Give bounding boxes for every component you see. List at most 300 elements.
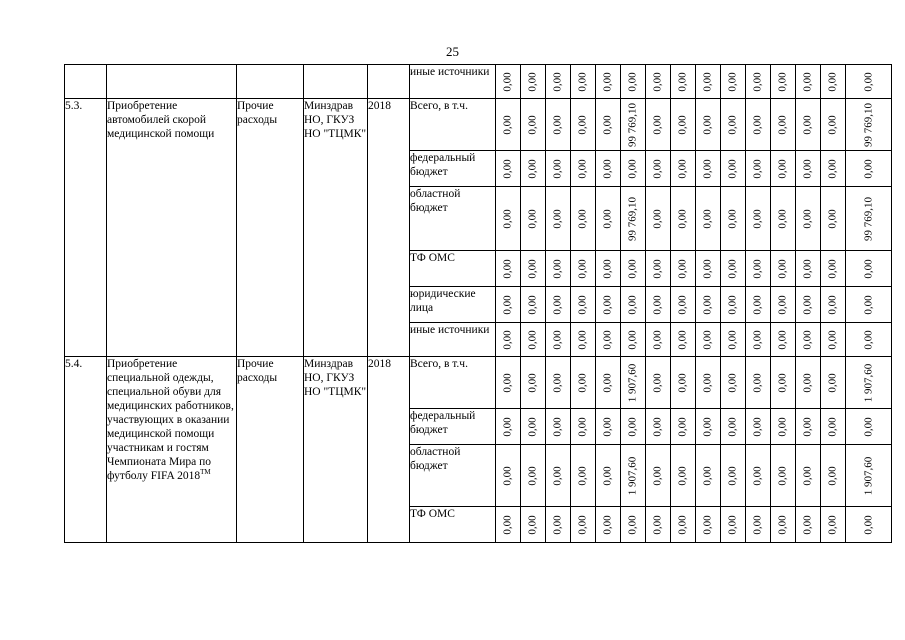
amount-value: 0,00 xyxy=(501,329,514,350)
value-cell xyxy=(596,507,621,543)
value-cell xyxy=(696,323,721,357)
amount-value: 0,00 xyxy=(826,208,839,229)
value-cell xyxy=(546,287,571,323)
amount-value: 0,00 xyxy=(626,258,639,279)
amount-value: 0,00 xyxy=(862,71,874,92)
amount-value: 0,00 xyxy=(776,514,789,535)
amount-value: 0,00 xyxy=(726,71,739,92)
total-value-cell xyxy=(846,357,892,409)
funding-source: иные источники xyxy=(410,323,496,357)
amount-value: 0,00 xyxy=(826,71,839,92)
amount-value: 0,00 xyxy=(576,372,589,393)
amount-value: 0,00 xyxy=(676,114,689,135)
value-cell xyxy=(621,507,646,543)
value-cell xyxy=(671,507,696,543)
amount-value: 0,00 xyxy=(526,114,539,135)
funding-source: областной бюджет xyxy=(410,187,496,251)
amount-value: 0,00 xyxy=(801,208,814,229)
amount-value: 0,00 xyxy=(826,329,839,350)
value-cell xyxy=(546,357,571,409)
amount-value: 0,00 xyxy=(576,208,589,229)
table-row xyxy=(65,357,892,409)
value-cell xyxy=(546,99,571,151)
amount-value: 0,00 xyxy=(726,258,739,279)
executor-text: Минздрав НО, ГКУЗ НО "ТЦМК" xyxy=(304,100,367,140)
value-cell xyxy=(571,251,596,287)
amount-value: 0,00 xyxy=(551,258,564,279)
amount-value: 0,00 xyxy=(551,294,564,315)
amount-value: 0,00 xyxy=(862,294,874,315)
funding-source: юридические лица xyxy=(410,287,496,323)
amount-value: 0,00 xyxy=(751,372,764,393)
amount-value: 0,00 xyxy=(526,71,539,92)
amount-value: 99 769,10 xyxy=(626,196,639,241)
table-row xyxy=(65,65,892,99)
value-cell xyxy=(621,445,646,507)
value-cell xyxy=(796,357,821,409)
value-cell xyxy=(771,507,796,543)
amount-value: 0,00 xyxy=(726,114,739,135)
value-cell xyxy=(571,187,596,251)
amount-value: 0,00 xyxy=(726,465,739,486)
value-cell xyxy=(521,151,546,187)
value-cell xyxy=(796,65,821,99)
amount-value: 0,00 xyxy=(526,258,539,279)
value-cell xyxy=(646,251,671,287)
value-cell xyxy=(821,251,846,287)
value-cell xyxy=(696,287,721,323)
amount-value: 0,00 xyxy=(751,258,764,279)
value-cell xyxy=(671,187,696,251)
value-cell xyxy=(596,151,621,187)
expense-type xyxy=(237,357,304,543)
amount-value: 0,00 xyxy=(551,465,564,486)
amount-value: 0,00 xyxy=(701,416,714,437)
empty-cell xyxy=(368,65,410,99)
value-cell xyxy=(546,251,571,287)
amount-value: 0,00 xyxy=(701,372,714,393)
item-title xyxy=(107,357,237,543)
value-cell xyxy=(721,323,746,357)
value-cell xyxy=(821,99,846,151)
value-cell xyxy=(671,357,696,409)
amount-value: 0,00 xyxy=(676,514,689,535)
funding-source: ТФ ОМС xyxy=(410,507,496,543)
amount-value: 0,00 xyxy=(726,372,739,393)
value-cell xyxy=(671,65,696,99)
value-cell xyxy=(571,99,596,151)
value-cell xyxy=(621,151,646,187)
value-cell xyxy=(621,187,646,251)
amount-value: 0,00 xyxy=(701,258,714,279)
amount-value: 0,00 xyxy=(862,416,874,437)
value-cell xyxy=(671,323,696,357)
total-value-cell xyxy=(846,251,892,287)
amount-value: 0,00 xyxy=(651,208,664,229)
trademark-sup: TM xyxy=(200,468,211,477)
value-cell xyxy=(521,187,546,251)
amount-value: 0,00 xyxy=(801,114,814,135)
value-cell xyxy=(521,357,546,409)
expense-type-text: Прочие расходы xyxy=(237,100,278,126)
amount-value: 0,00 xyxy=(676,208,689,229)
amount-value: 0,00 xyxy=(726,294,739,315)
value-cell xyxy=(771,357,796,409)
value-cell xyxy=(796,409,821,445)
amount-value: 1 907,60 xyxy=(626,363,639,402)
value-cell xyxy=(571,357,596,409)
amount-value: 0,00 xyxy=(501,114,514,135)
value-cell xyxy=(746,187,771,251)
funding-source: федеральный бюджет xyxy=(410,409,496,445)
amount-value: 1 907,60 xyxy=(862,363,874,402)
amount-value: 0,00 xyxy=(501,465,514,486)
year xyxy=(368,99,410,357)
value-cell xyxy=(696,187,721,251)
amount-value: 0,00 xyxy=(501,71,514,92)
value-cell xyxy=(771,251,796,287)
amount-value: 0,00 xyxy=(626,71,639,92)
executor-text: Минздрав НО, ГКУЗ НО "ТЦМК" xyxy=(304,358,367,398)
amount-value: 0,00 xyxy=(626,294,639,315)
amount-value: 0,00 xyxy=(651,372,664,393)
amount-value: 0,00 xyxy=(726,329,739,350)
value-cell xyxy=(746,507,771,543)
amount-value: 0,00 xyxy=(676,158,689,179)
amount-value: 0,00 xyxy=(826,372,839,393)
value-cell xyxy=(571,409,596,445)
year-text: 2018 xyxy=(368,358,391,370)
amount-value: 0,00 xyxy=(601,294,614,315)
value-cell xyxy=(796,151,821,187)
value-cell xyxy=(521,445,546,507)
amount-value: 0,00 xyxy=(651,294,664,315)
amount-value: 0,00 xyxy=(576,114,589,135)
amount-value: 0,00 xyxy=(801,372,814,393)
funding-source: федеральный бюджет xyxy=(410,151,496,187)
value-cell xyxy=(746,151,771,187)
value-cell xyxy=(746,445,771,507)
value-cell xyxy=(621,323,646,357)
value-cell xyxy=(821,65,846,99)
amount-value: 0,00 xyxy=(501,158,514,179)
amount-value: 0,00 xyxy=(701,114,714,135)
value-cell xyxy=(596,357,621,409)
value-cell xyxy=(496,287,521,323)
amount-value: 0,00 xyxy=(651,514,664,535)
value-cell xyxy=(696,99,721,151)
expense-type xyxy=(237,99,304,357)
amount-value: 0,00 xyxy=(626,514,639,535)
value-cell xyxy=(746,287,771,323)
value-cell xyxy=(746,323,771,357)
value-cell xyxy=(571,287,596,323)
amount-value: 0,00 xyxy=(701,71,714,92)
amount-value: 0,00 xyxy=(626,158,639,179)
funding-source: Всего, в т.ч. xyxy=(410,99,496,151)
value-cell xyxy=(621,65,646,99)
amount-value: 0,00 xyxy=(601,514,614,535)
amount-value: 0,00 xyxy=(526,416,539,437)
value-cell xyxy=(796,99,821,151)
value-cell xyxy=(571,65,596,99)
value-cell xyxy=(546,187,571,251)
amount-value: 0,00 xyxy=(826,114,839,135)
total-value-cell xyxy=(846,323,892,357)
value-cell xyxy=(621,409,646,445)
value-cell xyxy=(721,507,746,543)
amount-value: 0,00 xyxy=(601,71,614,92)
value-cell xyxy=(671,287,696,323)
value-cell xyxy=(796,251,821,287)
value-cell xyxy=(596,287,621,323)
total-value-cell xyxy=(846,287,892,323)
amount-value: 0,00 xyxy=(826,465,839,486)
amount-value: 0,00 xyxy=(751,158,764,179)
value-cell xyxy=(771,99,796,151)
total-value-cell xyxy=(846,409,892,445)
amount-value: 0,00 xyxy=(751,114,764,135)
amount-value: 0,00 xyxy=(526,158,539,179)
amount-value: 0,00 xyxy=(801,158,814,179)
amount-value: 99 769,10 xyxy=(626,102,639,147)
value-cell xyxy=(696,65,721,99)
value-cell xyxy=(496,251,521,287)
amount-value: 0,00 xyxy=(776,114,789,135)
value-cell xyxy=(671,445,696,507)
value-cell xyxy=(646,65,671,99)
amount-value: 0,00 xyxy=(776,465,789,486)
value-cell xyxy=(521,65,546,99)
amount-value: 0,00 xyxy=(526,294,539,315)
value-cell xyxy=(821,323,846,357)
item-number-text: 5.3. xyxy=(65,100,83,112)
amount-value: 0,00 xyxy=(726,158,739,179)
value-cell xyxy=(721,445,746,507)
value-cell xyxy=(596,187,621,251)
amount-value: 0,00 xyxy=(862,158,874,179)
value-cell xyxy=(496,507,521,543)
value-cell xyxy=(646,409,671,445)
value-cell xyxy=(546,65,571,99)
amount-value: 0,00 xyxy=(526,465,539,486)
value-cell xyxy=(521,507,546,543)
value-cell xyxy=(546,445,571,507)
value-cell xyxy=(771,187,796,251)
amount-value: 0,00 xyxy=(801,514,814,535)
value-cell xyxy=(496,187,521,251)
amount-value: 1 907,60 xyxy=(862,456,874,495)
amount-value: 0,00 xyxy=(676,416,689,437)
value-cell xyxy=(496,99,521,151)
budget-table xyxy=(64,64,892,543)
value-cell xyxy=(596,65,621,99)
amount-value: 99 769,10 xyxy=(862,196,874,241)
amount-value: 0,00 xyxy=(551,114,564,135)
amount-value: 0,00 xyxy=(551,71,564,92)
amount-value: 0,00 xyxy=(651,416,664,437)
value-cell xyxy=(796,323,821,357)
value-cell xyxy=(596,99,621,151)
item-title-text: Приобретение автомобилей скорой медицинской помощи xyxy=(107,100,215,140)
value-cell xyxy=(721,65,746,99)
amount-value: 0,00 xyxy=(701,465,714,486)
amount-value: 0,00 xyxy=(676,294,689,315)
amount-value: 0,00 xyxy=(551,329,564,350)
amount-value: 0,00 xyxy=(601,258,614,279)
value-cell xyxy=(746,99,771,151)
value-cell xyxy=(721,151,746,187)
value-cell xyxy=(621,251,646,287)
value-cell xyxy=(646,323,671,357)
value-cell xyxy=(546,409,571,445)
value-cell xyxy=(771,445,796,507)
amount-value: 0,00 xyxy=(862,514,874,535)
amount-value: 0,00 xyxy=(801,294,814,315)
amount-value: 0,00 xyxy=(651,158,664,179)
executor xyxy=(304,357,368,543)
amount-value: 0,00 xyxy=(501,208,514,229)
value-cell xyxy=(771,287,796,323)
empty-cell xyxy=(107,65,237,99)
value-cell xyxy=(696,409,721,445)
amount-value: 0,00 xyxy=(551,208,564,229)
amount-value: 0,00 xyxy=(751,416,764,437)
amount-value: 0,00 xyxy=(726,416,739,437)
item-number-text: 5.4. xyxy=(65,358,83,370)
value-cell xyxy=(546,507,571,543)
amount-value: 0,00 xyxy=(801,465,814,486)
amount-value: 0,00 xyxy=(776,329,789,350)
amount-value: 0,00 xyxy=(801,416,814,437)
amount-value: 0,00 xyxy=(701,514,714,535)
amount-value: 0,00 xyxy=(776,158,789,179)
amount-value: 0,00 xyxy=(576,514,589,535)
value-cell xyxy=(771,323,796,357)
amount-value: 0,00 xyxy=(776,294,789,315)
amount-value: 0,00 xyxy=(801,71,814,92)
amount-value: 0,00 xyxy=(651,258,664,279)
value-cell xyxy=(796,187,821,251)
value-cell xyxy=(496,357,521,409)
expense-type-text: Прочие расходы xyxy=(237,358,278,384)
value-cell xyxy=(621,357,646,409)
value-cell xyxy=(821,445,846,507)
amount-value: 0,00 xyxy=(626,329,639,350)
amount-value: 0,00 xyxy=(626,416,639,437)
funding-source: областной бюджет xyxy=(410,445,496,507)
value-cell xyxy=(496,445,521,507)
value-cell xyxy=(646,99,671,151)
amount-value: 0,00 xyxy=(576,329,589,350)
amount-value: 0,00 xyxy=(776,71,789,92)
amount-value: 0,00 xyxy=(576,158,589,179)
amount-value: 0,00 xyxy=(751,514,764,535)
amount-value: 0,00 xyxy=(651,71,664,92)
amount-value: 0,00 xyxy=(826,158,839,179)
value-cell xyxy=(596,409,621,445)
amount-value: 1 907,60 xyxy=(626,456,639,495)
value-cell xyxy=(671,251,696,287)
value-cell xyxy=(696,507,721,543)
total-value-cell xyxy=(846,151,892,187)
amount-value: 0,00 xyxy=(701,158,714,179)
value-cell xyxy=(496,323,521,357)
value-cell xyxy=(521,251,546,287)
amount-value: 0,00 xyxy=(701,329,714,350)
amount-value: 0,00 xyxy=(551,158,564,179)
total-value-cell xyxy=(846,507,892,543)
amount-value: 0,00 xyxy=(676,465,689,486)
funding-source: ТФ ОМС xyxy=(410,251,496,287)
value-cell xyxy=(596,445,621,507)
amount-value: 0,00 xyxy=(526,372,539,393)
value-cell xyxy=(571,507,596,543)
item-title xyxy=(107,99,237,357)
value-cell xyxy=(521,287,546,323)
total-value-cell xyxy=(846,65,892,99)
total-value-cell xyxy=(846,99,892,151)
amount-value: 0,00 xyxy=(862,258,874,279)
value-cell xyxy=(721,251,746,287)
value-cell xyxy=(771,65,796,99)
amount-value: 0,00 xyxy=(601,329,614,350)
value-cell xyxy=(721,99,746,151)
empty-cell xyxy=(65,65,107,99)
amount-value: 0,00 xyxy=(601,372,614,393)
value-cell xyxy=(721,187,746,251)
value-cell xyxy=(571,151,596,187)
value-cell xyxy=(821,507,846,543)
executor xyxy=(304,99,368,357)
total-value-cell xyxy=(846,445,892,507)
page-number: 25 xyxy=(446,44,459,59)
value-cell xyxy=(646,151,671,187)
amount-value: 0,00 xyxy=(526,329,539,350)
amount-value: 99 769,10 xyxy=(862,102,874,147)
value-cell xyxy=(771,409,796,445)
value-cell xyxy=(696,251,721,287)
funding-source: иные источники xyxy=(410,65,496,99)
amount-value: 0,00 xyxy=(751,208,764,229)
amount-value: 0,00 xyxy=(601,158,614,179)
amount-value: 0,00 xyxy=(551,514,564,535)
value-cell xyxy=(696,445,721,507)
amount-value: 0,00 xyxy=(526,208,539,229)
value-cell xyxy=(521,99,546,151)
amount-value: 0,00 xyxy=(651,329,664,350)
funding-source: Всего, в т.ч. xyxy=(410,357,496,409)
value-cell xyxy=(646,357,671,409)
amount-value: 0,00 xyxy=(751,329,764,350)
amount-value: 0,00 xyxy=(651,465,664,486)
amount-value: 0,00 xyxy=(826,416,839,437)
year xyxy=(368,357,410,543)
value-cell xyxy=(596,251,621,287)
amount-value: 0,00 xyxy=(826,294,839,315)
item-number xyxy=(65,357,107,543)
value-cell xyxy=(821,187,846,251)
amount-value: 0,00 xyxy=(862,329,874,350)
amount-value: 0,00 xyxy=(776,372,789,393)
item-title-text: Приобретение специальной одежды, специальной обуви для медицинских работников, участвующих в оказании медицинской помощи участникам и гостям Чемпионата Мира по футболу FIFA 2018 xyxy=(107,358,234,482)
amount-value: 0,00 xyxy=(726,208,739,229)
amount-value: 0,00 xyxy=(501,514,514,535)
amount-value: 0,00 xyxy=(776,416,789,437)
empty-cell xyxy=(304,65,368,99)
amount-value: 0,00 xyxy=(601,416,614,437)
amount-value: 0,00 xyxy=(676,372,689,393)
